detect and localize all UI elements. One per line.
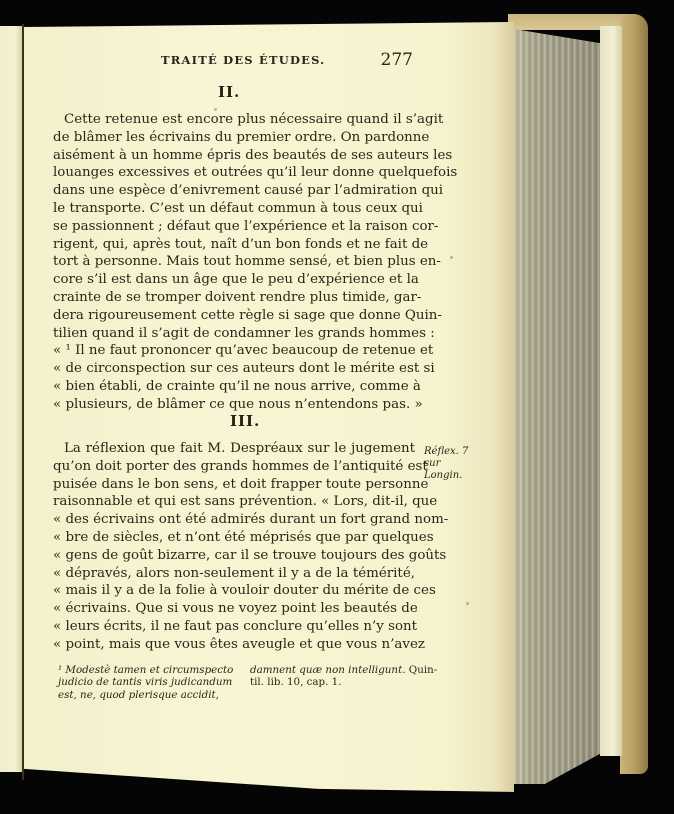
text-line: « dépravés, alors non-seulement il y a de la témérité, <box>53 565 415 581</box>
text-line: se passionnent ; défaut que l’expérience et la raison cor- <box>53 218 439 234</box>
footnote-line <box>250 664 438 676</box>
text-line: « des écrivains ont été admirés durant un fort grand nom- <box>53 512 449 528</box>
text-line: dans une espèce d’enivrement causé par l’admiration qui <box>53 183 444 199</box>
text-line: crainte de se tromper doivent rendre plus timide, gar- <box>53 289 422 305</box>
page-stack-fore-edge <box>508 28 600 784</box>
section-heading-ii: II. <box>218 83 241 101</box>
text-line: « écrivains. Que si vous ne voyez point les beautés de <box>53 601 418 617</box>
text-line: qu’on doit porter des grands hommes de l’antiquité est <box>53 458 428 474</box>
margin-note-line: Longin. <box>424 470 463 481</box>
text-line: « bien établi, de crainte qu’il ne nous arrive, comme à <box>53 378 421 394</box>
footnote-line: judicio de tantis viris judicandum <box>58 676 233 689</box>
margin-note-line: Réflex. 7 sur <box>424 446 469 469</box>
text-line: « ¹ Il ne faut prononcer qu’avec beaucoup de retenue et <box>53 343 434 359</box>
footnote-line: est, ne, quod plerisque accidit, <box>58 688 219 701</box>
section-ii-body <box>53 111 458 414</box>
book-cover-edge <box>620 14 648 774</box>
text-line: de blâmer les écrivains du premier ordre. On pardonne <box>53 129 430 145</box>
footnote-citation: til. lib. 10, cap. 1. <box>250 676 342 689</box>
text-line: tort à personne. Mais tout homme sensé, et bien plus en- <box>53 254 441 270</box>
text-line: « point, mais que vous êtes aveugle et que vous n’avez <box>53 636 425 652</box>
text-line: « bre de siècles, et n’ont été méprisés que par quelques <box>53 529 434 545</box>
text-line: tilien quand il s’agit de condamner les grands hommes : <box>53 325 435 341</box>
text-line: « mais il y a de la folie à vouloir douter du mérite de ces <box>53 583 436 599</box>
margin-note <box>424 446 486 482</box>
text-line: « plusieurs, de blâmer ce que nous n’entendons pas. » <box>53 396 423 412</box>
text-line: « gens de goût bizarre, car il se trouve toujours des goûts <box>53 547 447 563</box>
page-number: 277 <box>380 50 413 70</box>
running-head <box>161 50 413 72</box>
text-line: « leurs écrits, il ne faut pas conclure qu’elles n’y sont <box>53 618 418 634</box>
facing-page-edge <box>0 26 22 772</box>
text-line: puisée dans le bon sens, et doit frapper toute personne <box>53 476 429 492</box>
running-title: TRAITÉ DES ÉTUDES. <box>161 53 326 67</box>
text-line: aisément à un homme épris des beautés de ses auteurs les <box>53 147 453 163</box>
text-line: core s’il est dans un âge que le peu d’expérience et la <box>53 272 419 288</box>
section-heading-iii: III. <box>230 412 261 430</box>
book-gutter <box>22 24 24 780</box>
footnote-latin: damnent quæ non intelligunt. <box>250 664 406 676</box>
book-endpaper <box>600 26 622 756</box>
text-line: Cette retenue est encore plus nécessaire quand il s’agit <box>64 112 444 127</box>
text-line: dera rigoureusement cette règle si sage que donne Quin- <box>53 307 442 323</box>
text-line: rigent, qui, après tout, naît d’un bon fonds et ne fait de <box>53 236 429 252</box>
text-line: « de circonspection sur ces auteurs dont le mérite est si <box>53 361 435 377</box>
footnote-column-left <box>58 664 236 701</box>
text-line: La réflexion que fait M. Despréaux sur le jugement <box>64 441 415 456</box>
footnote-column-right <box>250 664 438 689</box>
text-line: le transporte. C’est un défaut commun à tous ceux qui <box>53 200 423 216</box>
text-line: raisonnable et qui est sans prévention. « Lors, dit-il, que <box>53 494 438 510</box>
footnote-citation: Quin- <box>405 664 438 676</box>
text-line: louanges excessives et outrées qu’il leur donne quelquefois <box>53 165 458 181</box>
footnote-line: ¹ Modestè tamen et circumspecto <box>58 664 234 676</box>
